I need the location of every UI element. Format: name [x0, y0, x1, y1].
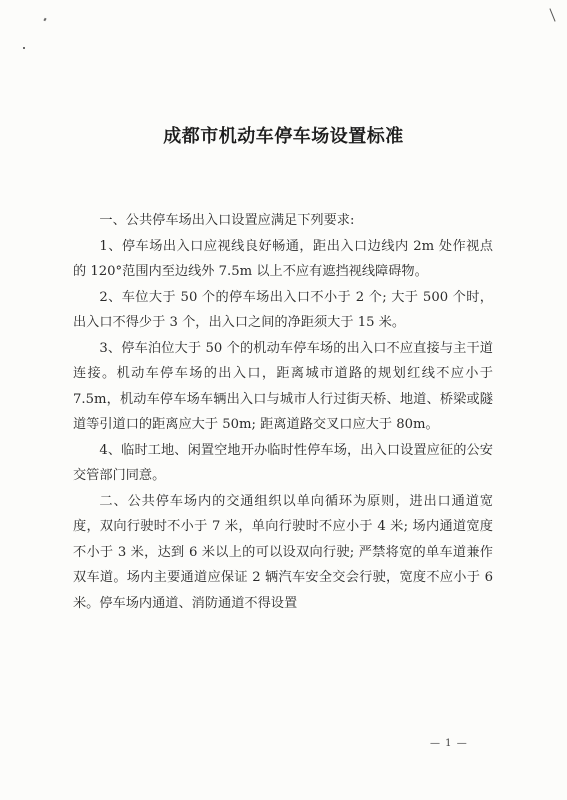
scan-speck	[549, 8, 555, 21]
scan-speck	[43, 18, 46, 22]
document-title: 成都市机动车停车场设置标准	[163, 126, 404, 147]
paragraph-item-4: 4、临时工地、闲置空地开办临时性停车场，出入口设置应征的公安交管部门同意。	[73, 442, 493, 483]
page-number: — 1 —	[430, 738, 468, 749]
paragraph-section-2: 二、公共停车场内的交通组织以单向循环为原则，进出口通道宽度，双向行驶时不小于 7 米，单向行驶时不应小于 4 米; 场内通道宽度不小于 3 米，达到 6 米以上的可以设双向行驶; 严禁将宽的单车道兼作双车道。场内主要通道应保证 2 辆汽车安全交会行驶，宽度不应小于 6 米。停车场内通道、消防通道不得设置	[73, 493, 493, 611]
paragraph-section-1-heading: 一、公共停车场出入口设置应满足下列要求:	[99, 213, 355, 228]
paragraph-item-1: 1、停车场出入口应视线良好畅通，距出入口边线内 2m 处作视点的 120°范围内至边线外 7.5m 以上不应有遮挡视线障碍物。	[73, 238, 493, 279]
document-body	[73, 208, 493, 616]
scan-speck	[23, 47, 25, 49]
paragraph-item-2: 2、车位大于 50 个的停车场出入口不小于 2 个; 大于 500 个时，出入口不得少于 3 个，出入口之间的净距须大于 15 米。	[73, 289, 493, 330]
paragraph-item-3: 3、停车泊位大于 50 个的机动车停车场的出入口不应直接与主干道连接。机动车停车场的出入口，距离城市道路的规划红线不应小于 7.5m，机动车停车场车辆出入口与城市人行过街天桥、地道、桥梁或隧道等引道口的距离应大于 50m; 距离道路交叉口应大于 80m。	[73, 340, 493, 432]
